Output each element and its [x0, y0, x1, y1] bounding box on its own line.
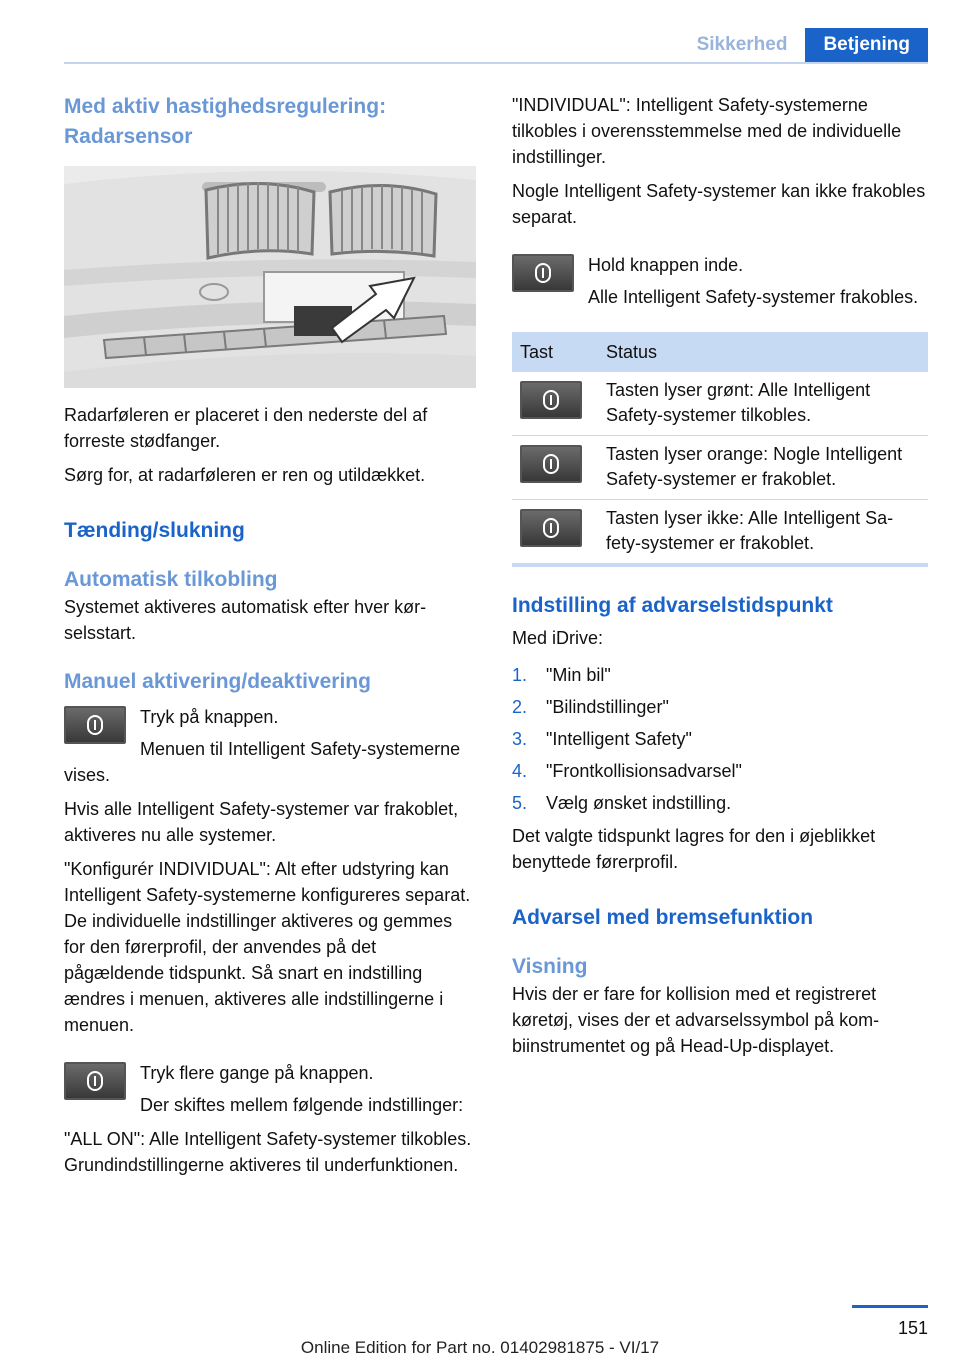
right-column	[512, 92, 928, 1059]
all-off-text: Alle Intelligent Safety-systemer frakobles.	[588, 287, 919, 307]
table-row	[512, 436, 928, 500]
menu-shown-text: Menuen til Intelligent Safety-systemerne vises.	[64, 739, 461, 785]
heading-manual-activation: Manuel aktivering/deaktivering	[64, 670, 371, 693]
left-column	[64, 92, 476, 1178]
table-header-key: Tast	[512, 332, 598, 372]
button-instruction-repeat	[64, 1060, 476, 1118]
safety-button-icon	[64, 706, 126, 744]
table-row	[512, 372, 928, 436]
footer-edition: Online Edition for Part no. 01402981875 - VI/17	[300, 1338, 660, 1357]
table-header-row	[512, 332, 928, 372]
heading-auto-activation: Automatisk tilkobling	[64, 568, 278, 591]
status-text: Tasten lyser ikke: Alle Intelligent Safety-systemer er frakoblet.	[598, 500, 928, 566]
tab-betjening[interactable]: Betjening	[805, 28, 928, 62]
list-item: 5. Vælg ønsket indstilling.	[512, 793, 732, 813]
paragraph-display: Hvis der er fare for kollision med et registreret køretøj, vises der et advarselssymbol på kombiinstrumentet og på Head-Up-displayet.	[512, 984, 880, 1056]
heading-on-off: Tænding/slukning	[64, 519, 245, 542]
button-instruction-hold	[512, 252, 928, 310]
heading-warning-time: Indstilling af advarselstidspunkt	[512, 594, 833, 617]
table-row	[512, 500, 928, 566]
paragraph-all-on: "ALL ON": Alle Intelligent Safety-systemer tilkobles. Grundindstillingerne aktiveres til underfunktionen.	[64, 1129, 472, 1175]
section-title-radar: Med aktiv hastighedsregulering: Radarsensor	[64, 95, 387, 148]
status-text: Tasten lyser grønt: Alle Intelligent Safety-systemer tilkobles.	[598, 372, 928, 436]
paragraph-idrive: Med iDrive:	[512, 628, 604, 648]
paragraph-not-separate: Nogle Intelligent Safety-systemer kan ikke frakobles separat.	[512, 181, 926, 227]
paragraph-saved-profile: Det valgte tidspunkt lagres for den i øjeblikket benyttede førerprofil.	[512, 826, 876, 872]
paragraph-all-activated: Hvis alle Intelligent Safety-systemer var frakoblet, aktiveres nu alle systemer.	[64, 799, 459, 845]
chapter-tabs	[679, 28, 928, 62]
heading-display: Visning	[512, 955, 588, 978]
safety-button-icon	[520, 509, 582, 547]
safety-button-icon	[512, 254, 574, 292]
list-item: 3. "Intelligent Safety"	[512, 729, 692, 749]
button-instruction-press	[64, 704, 476, 788]
page-number: 151	[897, 1318, 928, 1338]
tab-sikkerhed[interactable]: Sikkerhed	[696, 34, 788, 55]
list-item: 4. "Frontkollisionsadvarsel"	[512, 761, 742, 781]
status-text: Tasten lyser orange: Nogle Intelligent Safety-systemer er frakoblet.	[598, 436, 928, 500]
paragraph-radar-clean: Sørg for, at radarføleren er ren og utildækket.	[64, 465, 426, 485]
safety-button-icon	[520, 445, 582, 483]
idrive-steps-list	[512, 659, 928, 819]
car-front-radar-image	[64, 166, 476, 388]
paragraph-radar-location: Radarføleren er placeret i den nederste del af forreste stødfanger.	[64, 405, 428, 451]
kidney-grille-left	[206, 182, 314, 258]
safety-button-icon	[520, 381, 582, 419]
header-rule	[64, 62, 928, 64]
status-table	[512, 332, 928, 567]
press-repeat-text: Tryk flere gange på knappen.	[140, 1063, 374, 1083]
hold-button-text: Hold knappen inde.	[588, 255, 744, 275]
safety-button-icon	[64, 1062, 126, 1100]
footer-rule	[852, 1305, 928, 1308]
list-item: 2. "Bilindstillinger"	[512, 697, 669, 717]
table-header-status: Status	[598, 332, 928, 372]
heading-brake-warning: Advarsel med bremsefunktion	[512, 906, 814, 929]
paragraph-configure-individual: "Konfigurér INDIVIDUAL": Alt efter udstyring kan Intelligent Safety-systemerne konfigureres separat. De individuelle indstillinger aktiveres og gemmes for den førerprofil, der anvendes på det pågældende tidspunkt. Så snart en indstilling ændres i menuen, aktiveres alle indstillingerne i menuen.	[64, 859, 471, 1035]
press-button-text: Tryk på knappen.	[140, 707, 279, 727]
paragraph-auto-activation: Systemet aktiveres automatisk efter hver kørselsstart.	[64, 597, 427, 643]
switch-settings-text: Der skiftes mellem følgende indstillinger:	[140, 1095, 464, 1115]
kidney-grille-right	[330, 185, 436, 256]
paragraph-individual: "INDIVIDUAL": Intelligent Safety-systemerne tilkobles i overensstemmelse med de individuelle indstillinger.	[512, 95, 902, 167]
list-item: 1. "Min bil"	[512, 665, 611, 685]
